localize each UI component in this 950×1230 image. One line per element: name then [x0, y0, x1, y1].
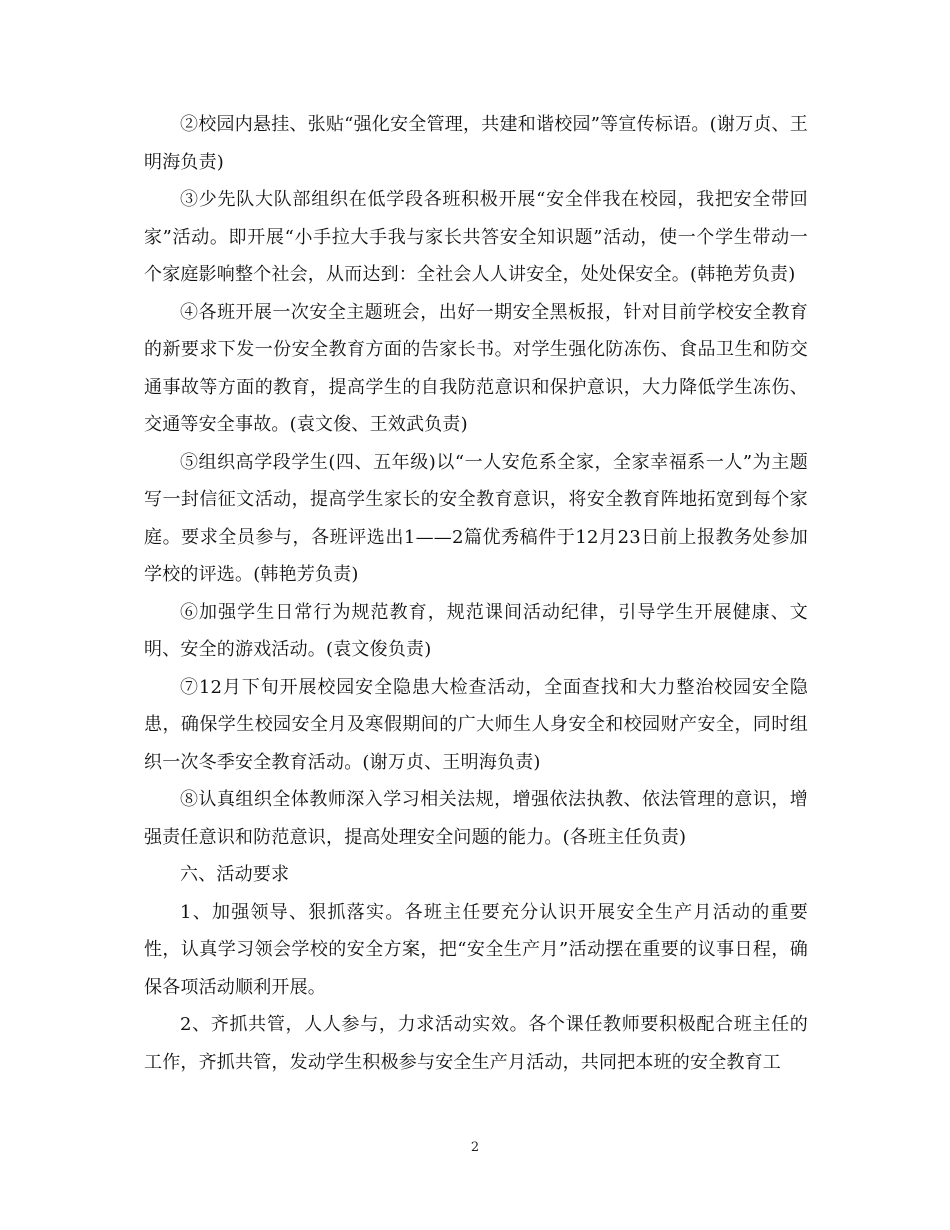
paragraph-item-3: ③少先队大队部组织在低学段各班积极开展“安全伴我在校园，我把安全带回家”活动。即开展“小手拉大手我与家长共答安全知识题”活动，使一个学生带动一个家庭影响整个社会，从而达到：全社会人人讲安全，处处保安全。(韩艳芳负责) — [144, 189, 808, 285]
paragraph-item-6: ⑥加强学生日常行为规范教育，规范课间活动纪律，引导学生开展健康、文明、安全的游戏活动。(袁文俊负责) — [144, 601, 808, 660]
paragraph-item-7: ⑦12月下旬开展校园安全隐患大检查活动，全面查找和大力整治校园安全隐患，确保学生校园安全月及寒假期间的广大师生人身安全和校园财产安全，同时组织一次冬季安全教育活动。(谢万贞、王明海负责) — [144, 676, 808, 773]
paragraph-item-5: ⑤组织高学段学生(四、五年级)以“一人安危系全家，全家幸福系一人”为主题写一封信征文活动，提高学生家长的安全教育意识，将安全教育阵地拓宽到每个家庭。要求全员参与，各班评选出1——2篇优秀稿件于12月23日前上报教务处参加学校的评选。(韩艳芳负责) — [144, 451, 808, 585]
page-number: 2 — [470, 1140, 480, 1155]
paragraph-item-4: ④各班开展一次安全主题班会，出好一期安全黑板报，针对目前学校安全教育的新要求下发一份安全教育方面的告家长书。对学生强化防冻伤、食品卫生和防交通事故等方面的教育，提高学生的自我防范意识和保护意识，大力降低学生冻伤、交通等安全事故。(袁文俊、王效武负责) — [144, 301, 808, 435]
paragraph-item-8: ⑧认真组织全体教师深入学习相关法规，增强依法执教、依法管理的意识，增强责任意识和防范意识，提高处理安全问题的能力。(各班主任负责) — [144, 789, 808, 848]
requirement-item-1: 1、加强领导、狠抓落实。各班主任要充分认识开展安全生产月活动的重要性，认真学习领会学校的安全方案，把“安全生产月”活动摆在重要的议事日程，确保各项活动顺利开展。 — [144, 901, 808, 998]
paragraph-item-2: ②校园内悬挂、张贴“强化安全管理，共建和谐校园”等宣传标语。(谢万贞、王明海负责) — [144, 114, 808, 173]
requirement-item-2: 2、齐抓共管，人人参与，力求活动实效。各个课任教师要积极配合班主任的工作，齐抓共管，发动学生积极参与安全生产月活动，共同把本班的安全教育工 — [144, 1014, 808, 1073]
section-heading-activity-requirements: 六、活动要求 — [180, 864, 290, 885]
document-body — [144, 106, 808, 1081]
